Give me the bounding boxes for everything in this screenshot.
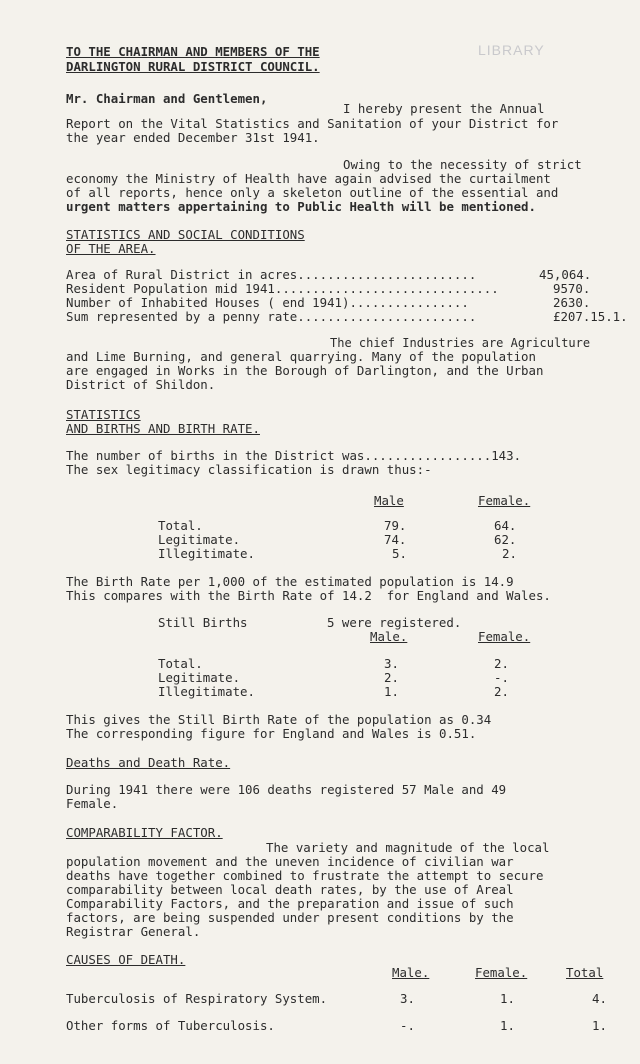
salutation: Mr. Chairman and Gentlemen, [66,91,268,106]
economy-line-4: urgent matters appertaining to Public Health will be mentioned. [66,199,536,214]
births-row-label: Illegitimate. [158,546,255,561]
area-stat-value: £207.15.1. [553,309,628,324]
births-row-female: 2. [502,546,517,561]
cause-row-total: 4. [592,991,607,1006]
still-rate-line-1: This gives the Still Birth Rate of the population as 0.34 [66,712,492,727]
economy-line-3: of all reports, hence only a skeleton outline of the essential and [66,185,559,200]
comparability-line-3: deaths have together combined to frustrate the attempt to secure [66,868,544,883]
area-stat-label: Number of Inhabited Houses ( end 1941)................ [66,295,469,310]
social-heading-2: OF THE AREA. [66,241,156,256]
cause-row-label: Tuberculosis of Respiratory System. [66,991,328,1006]
causes-header-female: Female. [475,965,528,980]
births-count: The number of births in the District was.................143. [66,448,522,463]
comparability-line-2: population movement and the uneven incidence of civilian war [66,854,514,869]
intro-line-3: the year ended December 31st 1941. [66,130,320,145]
area-stat-label: Sum represented by a penny rate........................ [66,309,477,324]
births-row-label: Legitimate. [158,532,241,547]
area-stat-value: 9570. [553,281,591,296]
cause-row-female: 1. [500,991,515,1006]
births-row-female: 62. [494,532,517,547]
intro-line-1: I hereby present the Annual [343,101,545,116]
births-row-female: 64. [494,518,517,533]
still-header-female: Female. [478,629,531,644]
comparability-heading: COMPARABILITY FACTOR. [66,825,223,840]
still-row-male: 1. [384,684,399,699]
comparability-line-7: Registrar General. [66,924,201,939]
births-heading-2: AND BIRTHS AND BIRTH RATE. [66,421,260,436]
cause-row-total: 1. [592,1018,607,1033]
industries-line-3: are engaged in Works in the Borough of Darlington, and the Urban [66,363,544,378]
births-heading-1: STATISTICS [66,407,141,422]
causes-header-male: Male. [392,965,430,980]
still-row-label: Total. [158,656,203,671]
intro-line-2: Report on the Vital Statistics and Sanitation of your District for [66,116,559,131]
library-stamp: LIBRARY [478,42,545,58]
still-row-male: 2. [384,670,399,685]
causes-header-total: Total [566,965,604,980]
births-header-female: Female. [478,493,531,508]
comparability-line-1: The variety and magnitude of the local [266,840,550,855]
still-row-female: -. [494,670,509,685]
industries-line-4: District of Shildon. [66,377,216,392]
still-rate-line-2: The corresponding figure for England and Wales is 0.51. [66,726,477,741]
births-row-label: Total. [158,518,203,533]
births-row-male: 79. [384,518,407,533]
cause-row-female: 1. [500,1018,515,1033]
still-row-female: 2. [494,656,509,671]
deaths-heading: Deaths and Death Rate. [66,755,231,770]
industries-line-2: and Lime Burning, and general quarrying. Many of the population [66,349,536,364]
still-header-male: Male. [370,629,408,644]
still-row-female: 2. [494,684,509,699]
deaths-line-2: Female. [66,796,119,811]
cause-row-label: Other forms of Tuberculosis. [66,1018,275,1033]
births-classification: The sex legitimacy classification is drawn thus:- [66,462,432,477]
still-row-label: Illegitimate. [158,684,255,699]
still-births-label: Still Births [158,615,248,630]
area-stat-value: 2630. [553,295,591,310]
area-stat-label: Resident Population mid 1941.............................. [66,281,499,296]
birth-rate-line-1: The Birth Rate per 1,000 of the estimated population is 14.9 [66,574,514,589]
industries-line-1: The chief Industries are Agriculture [330,336,591,350]
births-row-male: 74. [384,532,407,547]
births-header-male: Male [374,493,404,508]
comparability-line-5: Comparability Factors, and the preparation and issue of such [66,896,514,911]
cause-row-male: -. [400,1018,415,1033]
still-births-text: 5 were registered. [327,615,462,630]
deaths-line-1: During 1941 there were 106 deaths registered 57 Male and 49 [66,782,507,797]
cause-row-male: 3. [400,991,415,1006]
address-line-1: TO THE CHAIRMAN AND MEMBERS OF THE [66,44,320,59]
area-stat-label: Area of Rural District in acres........................ [66,267,477,282]
still-row-label: Legitimate. [158,670,241,685]
still-row-male: 3. [384,656,399,671]
economy-line-1: Owing to the necessity of strict [343,157,582,172]
comparability-line-6: factors, are being suspended under present conditions by the [66,910,514,925]
area-stat-value: 45,064. [539,267,592,282]
address-line-2: DARLINGTON RURAL DISTRICT COUNCIL. [66,59,320,74]
births-row-male: 5. [392,546,407,561]
comparability-line-4: comparability between local death rates, by the use of Areal [66,882,514,897]
economy-line-2: economy the Ministry of Health have again advised the curtailment [66,171,551,186]
social-heading-1: STATISTICS AND SOCIAL CONDITIONS [66,227,305,242]
causes-heading: CAUSES OF DEATH. [66,952,186,967]
birth-rate-line-2: This compares with the Birth Rate of 14.2 for England and Wales. [66,588,551,603]
